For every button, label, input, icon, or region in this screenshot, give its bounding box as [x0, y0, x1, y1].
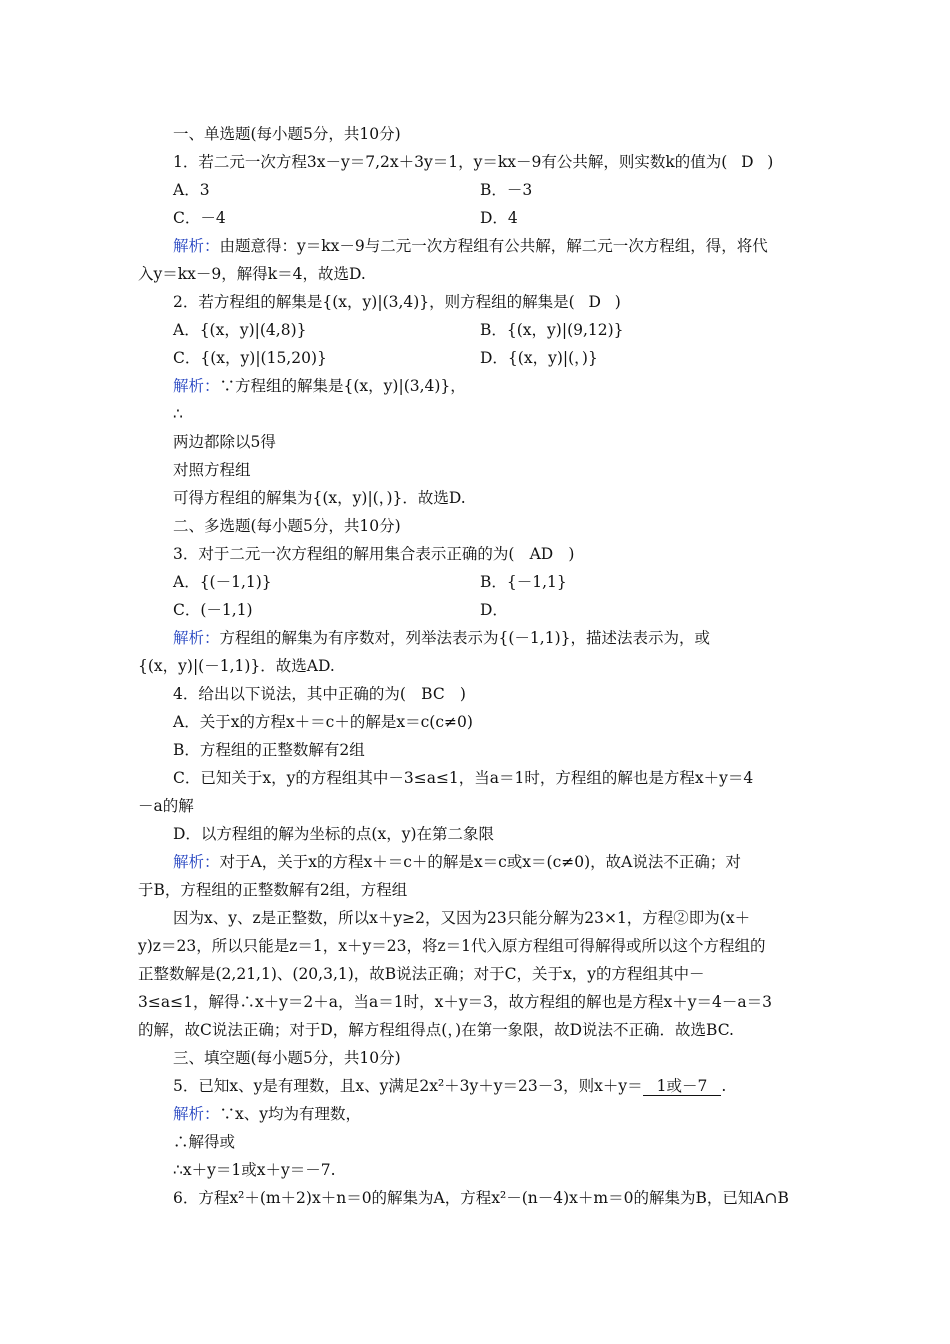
question-5-stem: 5．已知x、y是有理数，且x、y满足2x²＋3y＋y＝23－3，则x＋y＝ 1或－7 .	[173, 1077, 727, 1095]
question-2-explanation-line-1: 解析：∵方程组的解集是{(x，y)|(3,4)}，	[173, 377, 466, 395]
explanation-label: 解析：	[173, 1105, 220, 1123]
question-4-explanation-line-5: 正整数解是(2,21,1)、(20,3,1)，故B说法正确；对于C，关于x，y的方程组其中－	[138, 965, 705, 983]
question-4-option-d: D．以方程组的解为坐标的点(x，y)在第二象限	[173, 825, 495, 843]
question-4-explanation-line-7: 的解，故C说法正确；对于D，解方程组得点(，)在第一象限，故D说法不正确．故选BC.	[138, 1021, 734, 1039]
question-4-explanation-line-1: 解析：对于A，关于x的方程x＋＝c＋的解是x＝c或x＝(c≠0)，故A说法不正确；对	[173, 853, 741, 871]
question-1-explanation-line-1: 解析：由题意得：y＝kx－9与二元一次方程组有公共解，解二元一次方程组，得，将代	[173, 237, 768, 255]
question-4-stem: 4．给出以下说法，其中正确的为( BC )	[173, 685, 466, 703]
question-5-text: 5．已知x、y是有理数，且x、y满足2x²＋3y＋y＝23－3，则x＋y＝	[173, 1077, 643, 1095]
question-1-stem: 1．若二元一次方程3x－y＝7,2x＋3y＝1，y＝kx－9有公共解，则实数k的值为( D )	[173, 153, 774, 171]
question-3-option-b: B．{－1,1}	[480, 573, 567, 591]
question-3-option-c: C．(－1,1)	[173, 601, 253, 619]
question-3-option-d: D．	[480, 601, 508, 619]
explanation-label: 解析：	[173, 629, 220, 647]
question-4-explanation-line-2: 于B，方程组的正整数解有2组，方程组	[138, 881, 408, 899]
question-4-option-b: B．方程组的正整数解有2组	[173, 741, 365, 759]
question-2-option-a: A．{(x，y)|(4,8)}	[173, 321, 307, 339]
question-1-option-d: D．4	[480, 209, 518, 227]
question-3-stem: 3．对于二元一次方程组的解用集合表示正确的为( AD )	[173, 545, 575, 563]
question-3-text: 3．对于二元一次方程组的解用集合表示正确的为(	[173, 545, 515, 563]
question-3-answer: AD	[529, 545, 554, 563]
question-3-explanation-line-2: {(x，y)|(－1,1)}．故选AD.	[138, 657, 335, 675]
question-4-answer: BC	[421, 685, 445, 703]
section-title-single-choice: 一、单选题(每小题5分，共10分)	[173, 125, 401, 143]
question-5-explanation-line-2: ∴解得或	[173, 1133, 236, 1151]
question-1-text: 1．若二元一次方程3x－y＝7,2x＋3y＝1，y＝kx－9有公共解，则实数k的值为(	[173, 153, 728, 171]
question-1-answer: D	[741, 153, 754, 171]
question-2-stem: 2．若方程组的解集是{(x，y)|(3,4)}，则方程组的解集是( D )	[173, 293, 621, 311]
question-5-explanation-line-3: ∴x＋y＝1或x＋y＝－7.	[173, 1161, 336, 1179]
question-4-explanation-line-6: 3≤a≤1，解得∴x＋y＝2＋a，当a＝1时，x＋y＝3，故方程组的解也是方程x＋y＝4－a＝3	[138, 993, 772, 1011]
question-3-explanation-line-1: 解析：方程组的解集为有序数对，列举法表示为{(－1,1)}，描述法表示为，或	[173, 629, 710, 647]
question-3-option-a: A．{(－1,1)}	[173, 573, 272, 591]
question-4-option-c-line-2: －a的解	[138, 797, 194, 815]
question-4-explanation-line-4: y)z＝23，所以只能是z＝1，x＋y＝23，将z＝1代入原方程组可得解得或所以这个方程组的	[138, 937, 766, 955]
question-4-text: 4．给出以下说法，其中正确的为(	[173, 685, 406, 703]
question-1-option-b: B．－3	[480, 181, 533, 199]
explanation-label: 解析：	[173, 237, 220, 255]
question-2-option-d: D．{(x，y)|(，)}	[480, 349, 598, 367]
question-2-explanation-line-4: 对照方程组	[173, 461, 251, 479]
question-1-explanation-line-2: 入y＝kx－9，解得k＝4，故选D.	[138, 265, 366, 283]
question-1-option-c: C．－4	[173, 209, 226, 227]
question-2-option-c: C．{(x，y)|(15,20)}	[173, 349, 327, 367]
explanation-label: 解析：	[173, 853, 220, 871]
section-title-fill-in: 三、填空题(每小题5分，共10分)	[173, 1049, 401, 1067]
question-2-option-b: B．{(x，y)|(9,12)}	[480, 321, 624, 339]
question-5-answer-blank: 1或－7	[643, 1077, 722, 1096]
question-6-stem: 6．方程x²＋(m＋2)x＋n＝0的解集为A，方程x²－(n－4)x＋m＝0的解集为B，已知A∩B	[173, 1189, 789, 1207]
question-2-explanation-line-3: 两边都除以5得	[173, 433, 276, 451]
question-2-explanation-line-2: ∴	[173, 405, 183, 423]
question-2-explanation-line-5: 可得方程组的解集为{(x，y)|(，)}．故选D.	[173, 489, 466, 507]
question-4-option-c-line-1: C．已知关于x，y的方程组其中－3≤a≤1，当a＝1时，方程组的解也是方程x＋y＝4	[173, 769, 754, 787]
question-1-option-a: A．3	[173, 181, 210, 199]
question-2-text: 2．若方程组的解集是{(x，y)|(3,4)}，则方程组的解集是(	[173, 293, 575, 311]
explanation-label: 解析：	[173, 377, 220, 395]
question-4-option-a: A．关于x的方程x＋＝c＋的解是x＝c(c≠0)	[173, 713, 473, 731]
question-4-explanation-line-3: 因为x、y、z是正整数，所以x＋y≥2，又因为23只能分解为23×1，方程②即为(x＋	[173, 909, 751, 927]
question-2-answer: D	[588, 293, 601, 311]
section-title-multiple-choice: 二、多选题(每小题5分，共10分)	[173, 517, 401, 535]
question-5-explanation-line-1: 解析：∵x、y均为有理数，	[173, 1105, 362, 1123]
